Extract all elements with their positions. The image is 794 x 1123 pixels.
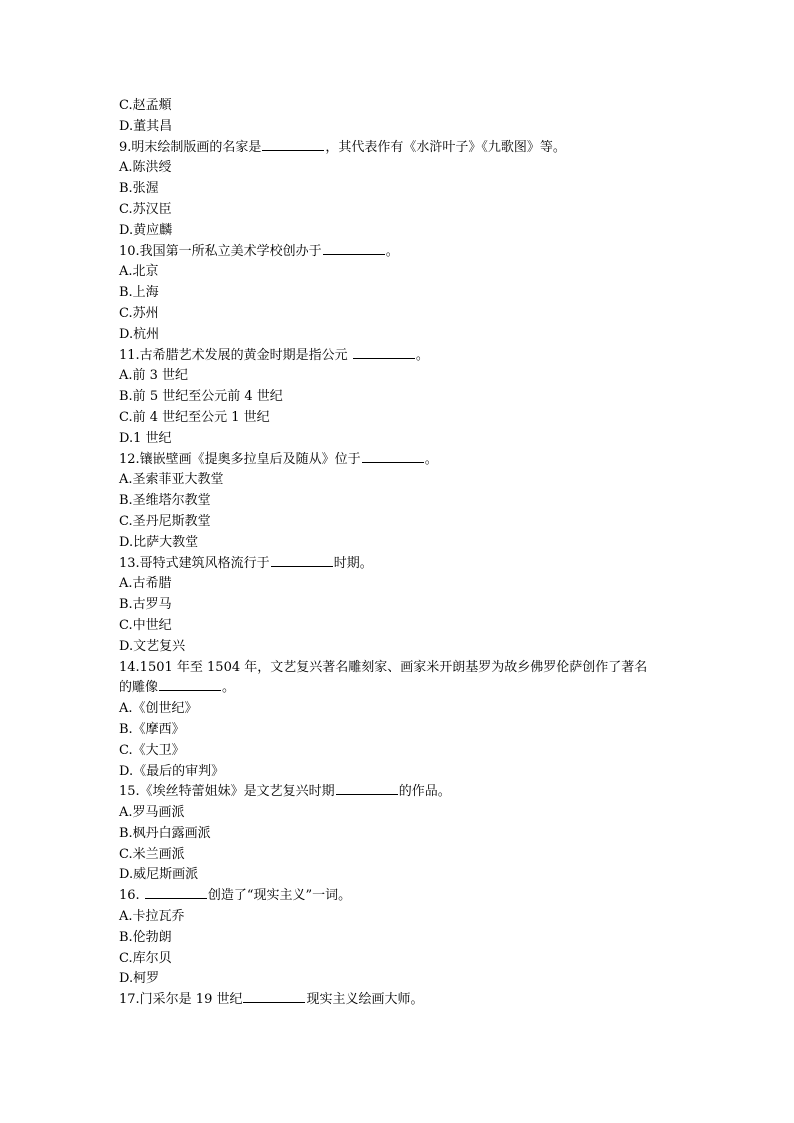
answer-option: D.1 世纪	[119, 430, 172, 446]
question-text: 13.哥特式建筑风格流行于	[119, 555, 270, 571]
answer-option: C.前 4 世纪至公元 1 世纪	[119, 409, 270, 425]
answer-option: B.圣维塔尔教堂	[119, 493, 211, 509]
answer-option: A.圣索菲亚大教堂	[119, 472, 224, 488]
question-text-tail: 时期。	[333, 555, 373, 571]
answer-blank	[362, 450, 424, 463]
answer-option: A.前 3 世纪	[119, 368, 189, 384]
answer-option: D.柯罗	[119, 971, 160, 987]
question-stem	[119, 138, 679, 159]
answer-option: D.比萨大教堂	[119, 534, 199, 550]
answer-option: D.威尼斯画派	[119, 867, 199, 883]
answer-option: 14.1501 年至 1504 年，文艺复兴著名雕刻家、画家米开朗基罗为故乡佛罗伦萨创作了著名	[119, 659, 648, 675]
question-text-tail: 现实主义绘画大师。	[306, 992, 424, 1008]
answer-option: C.库尔贝	[119, 950, 172, 966]
question-text-tail: 。	[415, 347, 429, 363]
question-stem	[119, 678, 679, 699]
answer-option: D.董其昌	[119, 118, 173, 134]
answer-option: C.苏州	[119, 305, 159, 321]
answer-option: A.《创世纪》	[119, 701, 198, 717]
answer-blank	[353, 346, 415, 359]
answer-blank	[159, 678, 221, 691]
question-stem	[119, 346, 679, 367]
question-text: 11.古希腊艺术发展的黄金时期是指公元	[119, 347, 352, 363]
question-text: 17.门采尔是 19 世纪	[119, 992, 243, 1008]
answer-option: B.前 5 世纪至公元前 4 世纪	[119, 389, 283, 405]
answer-blank	[323, 242, 385, 255]
answer-blank	[145, 886, 207, 899]
question-text: 的雕像	[119, 680, 159, 696]
answer-option: B.上海	[119, 285, 159, 301]
question-text: 16.	[119, 888, 144, 904]
question-text-tail: 。	[385, 243, 399, 259]
answer-blank	[271, 554, 333, 567]
question-text: 10.我国第一所私立美术学校创办于	[119, 243, 322, 259]
question-text: 15.《埃丝特蕾姐妹》是文艺复兴时期	[119, 784, 335, 800]
question-stem	[119, 886, 679, 907]
answer-option: D.文艺复兴	[119, 638, 186, 654]
answer-option: A.卡拉瓦乔	[119, 909, 185, 925]
answer-blank	[243, 990, 305, 1003]
answer-option: D.《最后的审判》	[119, 763, 225, 779]
answer-option: C.圣丹尼斯教堂	[119, 513, 211, 529]
question-stem	[119, 242, 679, 263]
answer-option: C.苏汉臣	[119, 201, 172, 217]
question-stem	[119, 450, 679, 471]
answer-option: D.杭州	[119, 326, 160, 342]
question-stem	[119, 990, 679, 1011]
answer-option: C.《大卫》	[119, 742, 185, 758]
answer-option: B.古罗马	[119, 597, 172, 613]
answer-option: C.米兰画派	[119, 846, 185, 862]
answer-option: C.中世纪	[119, 617, 172, 633]
question-text: 12.镶嵌壁画《提奥多拉皇后及随从》位于	[119, 451, 361, 467]
question-list	[119, 96, 679, 1011]
question-stem	[119, 782, 679, 803]
question-text-tail: 的作品。	[398, 784, 451, 800]
question-text: 9.明末绘制版画的名家是	[119, 139, 262, 155]
answer-option: B.《摩西》	[119, 721, 185, 737]
answer-option: B.张渥	[119, 181, 159, 197]
answer-option: A.北京	[119, 264, 159, 280]
question-text-tail: ，其代表作有《水浒叶子》《九歌图》等。	[325, 139, 566, 155]
answer-blank	[262, 138, 324, 151]
question-stem	[119, 554, 679, 575]
answer-option: B.枫丹白露画派	[119, 825, 211, 841]
answer-option: D.黄应麟	[119, 222, 173, 238]
answer-option: A.罗马画派	[119, 805, 185, 821]
answer-option: C.赵孟頫	[119, 98, 172, 113]
answer-blank	[336, 782, 398, 795]
question-text-tail: 。	[222, 680, 236, 696]
question-text-tail: 创造了“现实主义”一词。	[207, 888, 352, 904]
answer-option: A.古希腊	[119, 576, 172, 592]
answer-option: B.伦勃朗	[119, 929, 172, 945]
question-text-tail: 。	[424, 451, 438, 467]
answer-option: A.陈洪绶	[119, 160, 172, 176]
